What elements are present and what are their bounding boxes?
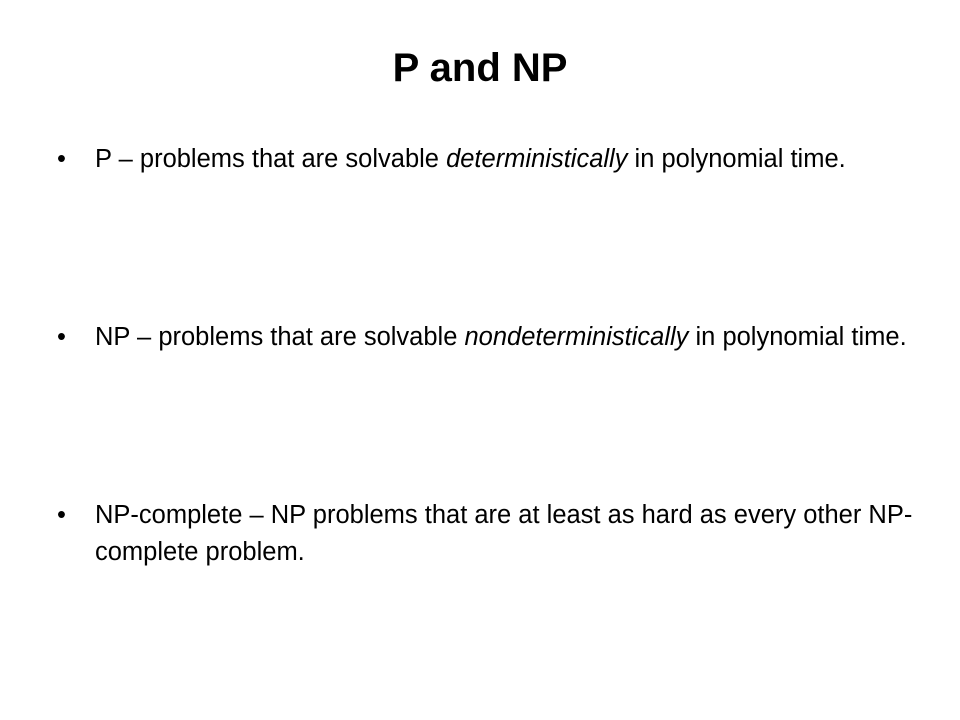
bullet-text [95, 141, 917, 178]
bullet-item-np [57, 319, 917, 356]
bullet-text [95, 497, 917, 571]
bullet-text-before: P – problems that are solvable [95, 145, 447, 173]
bullet-text-before: NP – problems that are solvable [95, 323, 465, 351]
bullet-item-np-complete [57, 497, 917, 571]
bullet-text-after: in polynomial time. [688, 323, 907, 351]
bullet-dot-icon: • [57, 323, 66, 351]
bullet-text-after: in polynomial time. [627, 145, 846, 173]
bullet-dot-icon: • [57, 501, 66, 529]
slide-title: P and NP [392, 46, 568, 90]
bullet-item-p [57, 141, 917, 178]
bullet-dot-icon: • [57, 145, 66, 173]
bullet-text-before: NP-complete – NP problems that are at least as hard as every other NP-complete problem. [95, 501, 913, 566]
bullet-text [95, 319, 917, 356]
bullet-text-emphasis: deterministically [446, 145, 628, 173]
bullet-text-emphasis: nondeterministically [464, 323, 689, 351]
